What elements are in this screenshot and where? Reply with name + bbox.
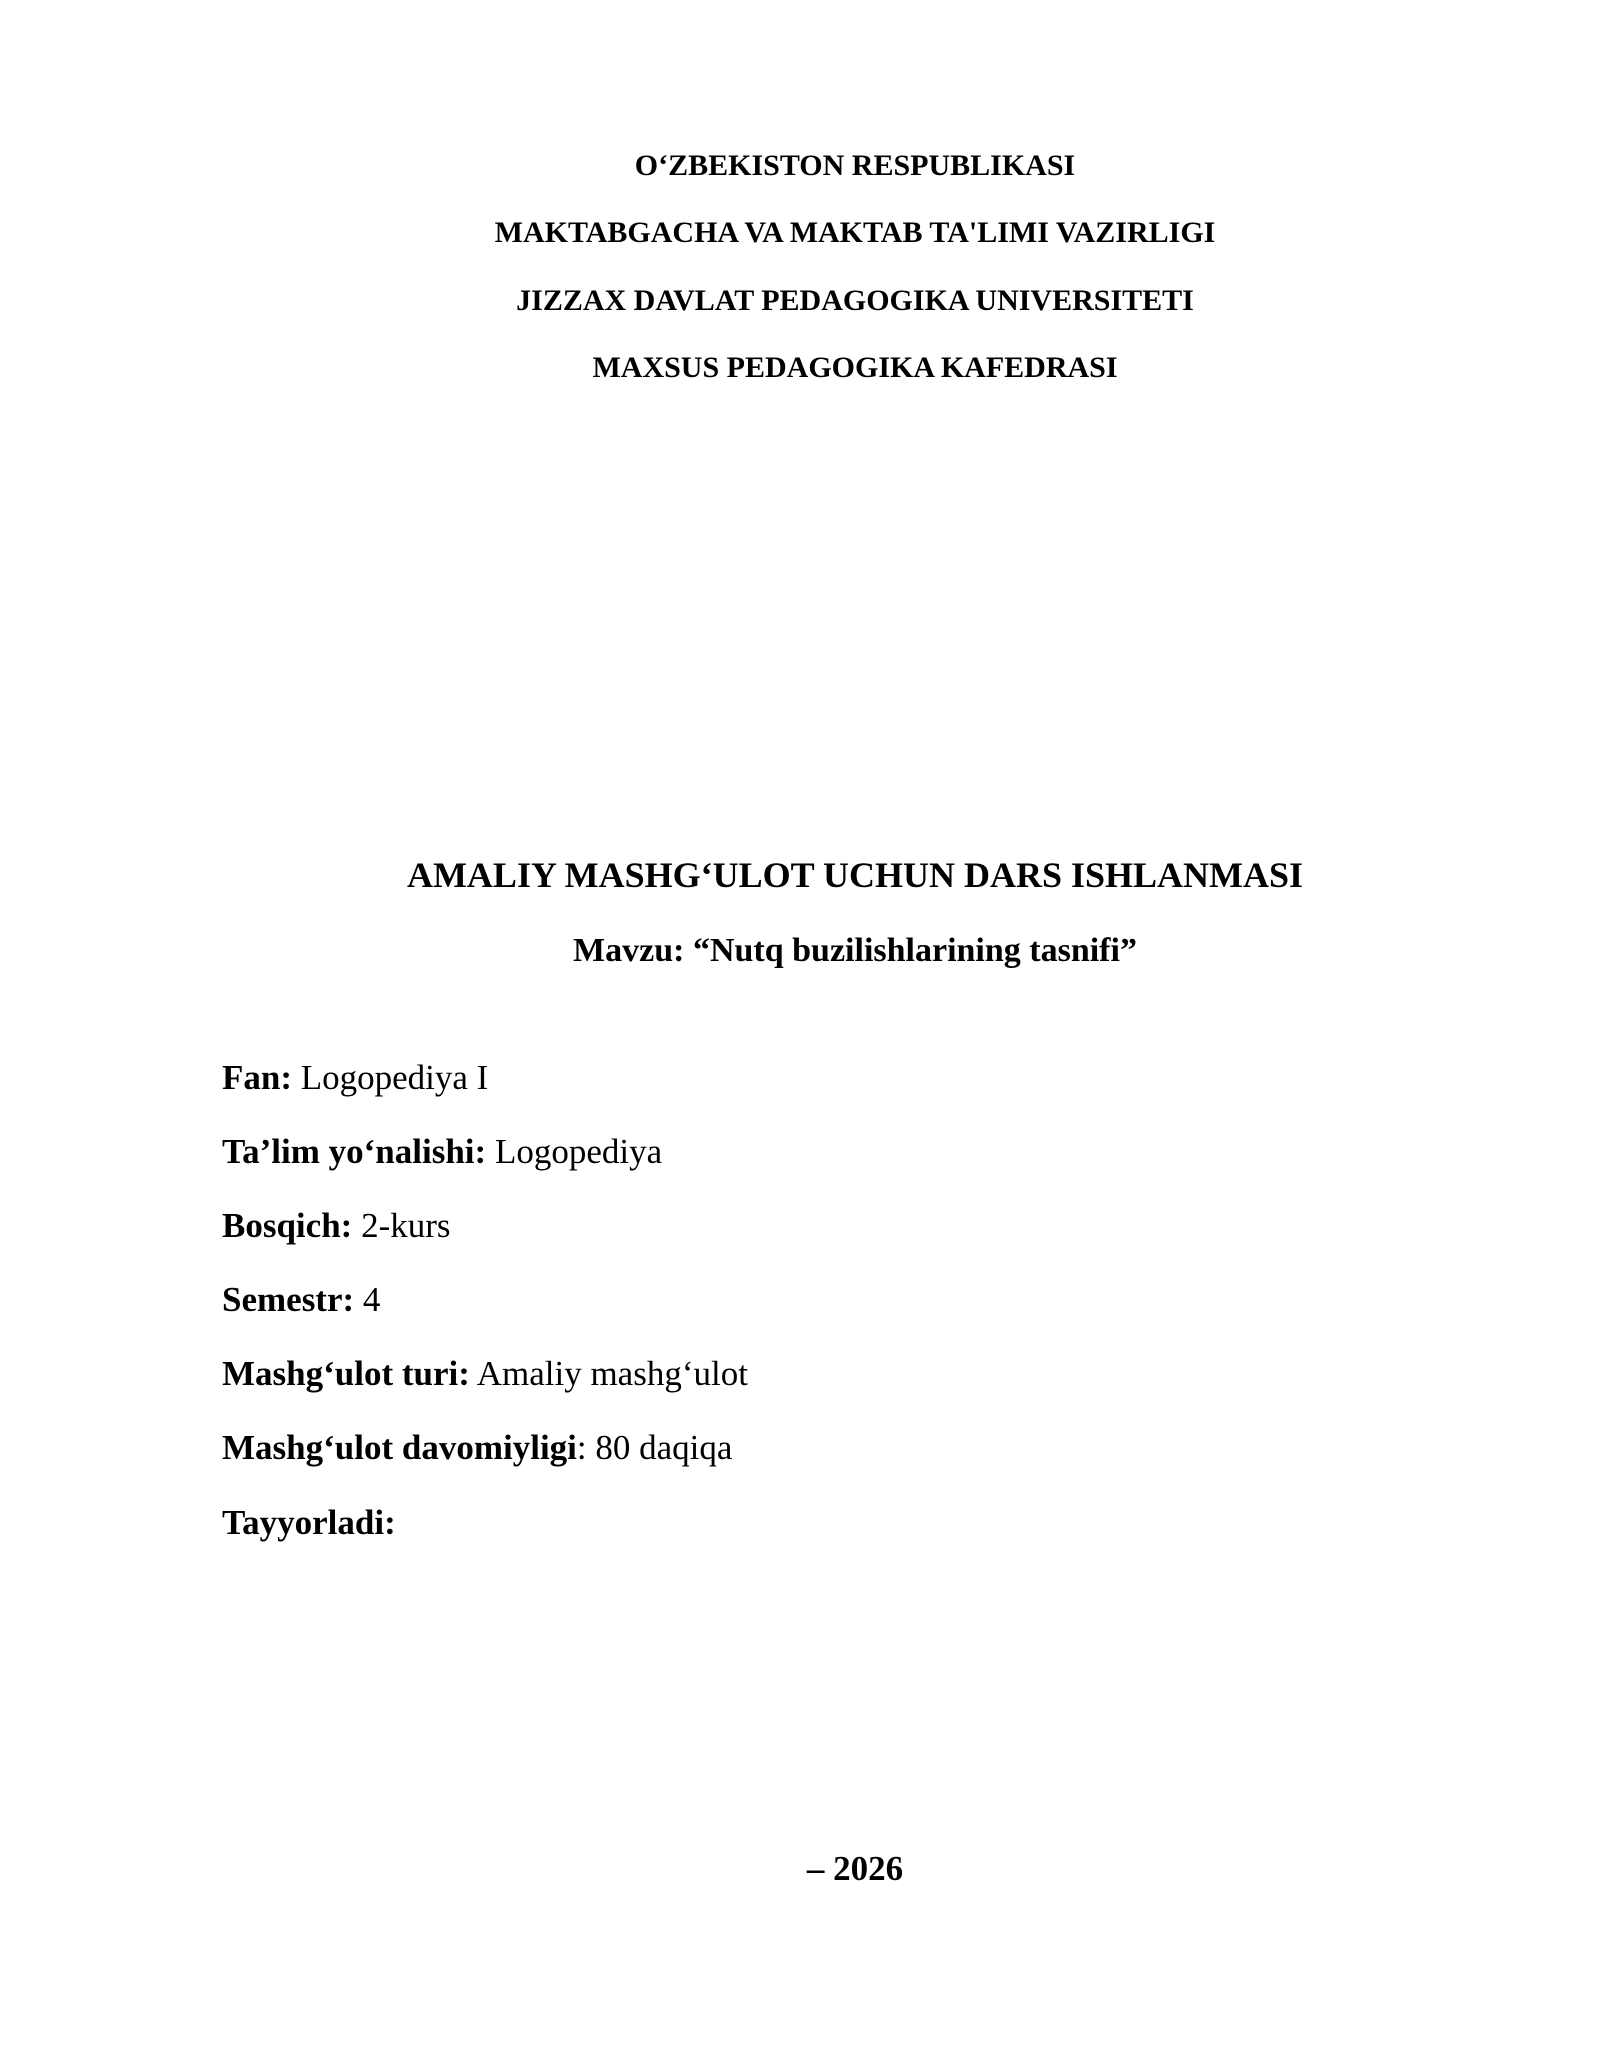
department-heading: MAXSUS PEDAGOGIKA KAFEDRASI [592, 351, 1118, 384]
field-bosqich [222, 1205, 451, 1247]
field-semestr [222, 1279, 380, 1321]
field-fan [222, 1057, 488, 1099]
field-bosqich-label: Bosqich: [222, 1206, 353, 1245]
field-semestr-label: Semestr: [222, 1280, 355, 1319]
topic-subtitle: Mavzu: “Nutq buzilishlarining tasnifi” [573, 932, 1137, 969]
field-davomiyligi [222, 1427, 732, 1469]
country-heading: O‘ZBEKISTON RESPUBLIKASI [634, 149, 1076, 182]
university-heading: JIZZAX DAVLAT PEDAGOGIKA UNIVERSITETI [516, 284, 1194, 317]
field-bosqich-value: 2-kurs [352, 1206, 451, 1245]
field-tayyorladi [222, 1502, 396, 1544]
field-yonalish [222, 1131, 662, 1173]
ministry-heading: MAKTABGACHA VA MAKTAB TA'LIMI VAZIRLIGI [494, 216, 1216, 249]
field-semestr-value: 4 [354, 1280, 381, 1319]
field-turi-value: Amaliy mashg‘ulot [469, 1354, 748, 1393]
field-turi-label: Mashg‘ulot turi: [222, 1354, 470, 1393]
field-tayyorladi-label: Tayyorladi: [222, 1503, 396, 1542]
field-yonalish-label: Ta’lim yo‘nalishi: [222, 1132, 487, 1171]
document-year: – 2026 [806, 1849, 904, 1888]
field-fan-value: Logopediya I [292, 1058, 489, 1097]
field-yonalish-value: Logopediya [486, 1132, 663, 1171]
field-davomiyligi-label: Mashg‘ulot davomiyligi [222, 1428, 577, 1467]
document-title: AMALIY MASHG‘ULOT UCHUN DARS ISHLANMASI [406, 855, 1304, 895]
field-turi [222, 1353, 748, 1395]
field-davomiyligi-value: : 80 daqiqa [576, 1428, 733, 1467]
field-fan-label: Fan: [222, 1058, 292, 1097]
